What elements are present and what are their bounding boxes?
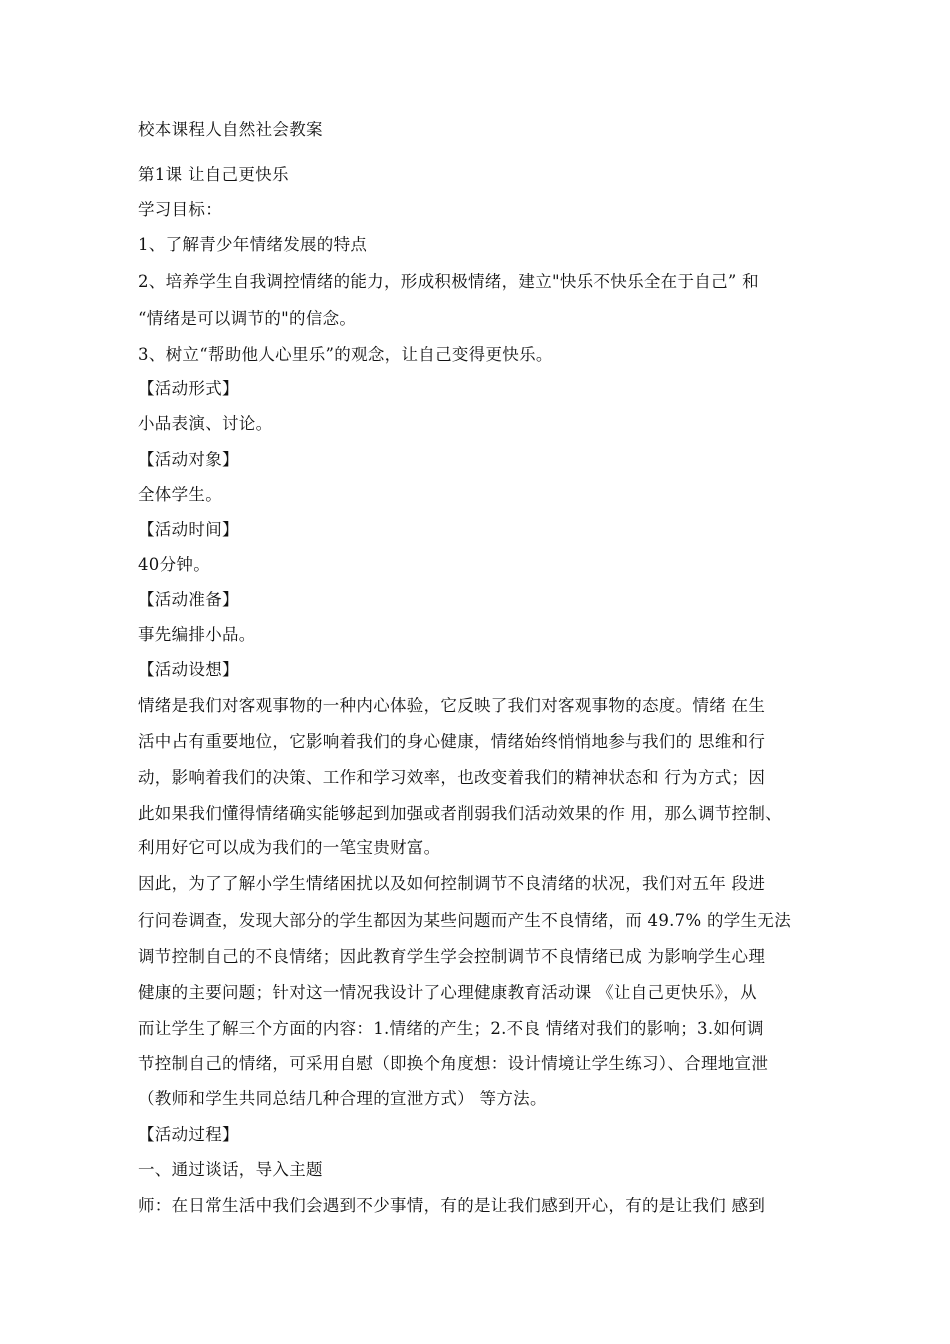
form-heading: 【活动形式】 (138, 379, 239, 398)
doc-title: 校本课程人自然社会教案 (138, 120, 323, 139)
form-text: 小品表演、讨论。 (138, 414, 273, 433)
idea-heading: 【活动设想】 (138, 660, 239, 679)
idea-p2-line: 健康的主要问题；针对这一情况我设计了心理健康教育活动课 《让自己更快乐》，从 (138, 983, 757, 1002)
objective-3: 3、树立“帮助他人心里乐”的观念，让自己变得更快乐。 (138, 345, 553, 364)
idea-p2-line: 调节控制自己的不良情绪；因此教育学生学会控制调节不良情绪已成 为影响学生心理 (138, 947, 766, 966)
prep-text: 事先编排小品。 (138, 625, 256, 644)
target-text: 全体学生。 (138, 485, 222, 504)
lesson-title: 第1课 让自己更快乐 (138, 165, 289, 184)
idea-p2-line: 行问卷调查，发现大部分的学生都因为某些问题而产生不良情绪，而 49.7% 的学生无法 (138, 911, 792, 930)
idea-p2-line: 因此，为了了解小学生情绪困扰以及如何控制调节不良清绪的状况，我们对五年 段进 (138, 874, 766, 893)
objective-2-line-2: “情绪是可以调节的"的信念。 (138, 309, 357, 328)
idea-p1-line: 动，影响着我们的决策、工作和学习效率，也改变着我们的精神状态和 行为方式；因 (138, 768, 766, 787)
idea-p1-line: 活中占有重要地位，它影响着我们的身心健康，情绪始终悄悄地参与我们的 思维和行 (138, 732, 766, 751)
objectives-heading: 学习目标： (138, 200, 222, 219)
objective-2-line-1: 2、培养学生自我调控情绪的能力，形成积极情绪，建立"快乐不快乐全在于自己” 和 (138, 272, 759, 291)
prep-heading: 【活动准备】 (138, 590, 239, 609)
idea-p1-line: 情绪是我们对客观事物的一种内心体验，它反映了我们对客观事物的态度。情绪 在生 (138, 696, 766, 715)
idea-p2-line: （教师和学生共同总结几种合理的宣泄方式） 等方法。 (138, 1089, 547, 1108)
idea-p1-line: 此如果我们懂得情绪确实能够起到加强或者削弱我们活动效果的作 用，那么调节控制、 (138, 804, 782, 823)
idea-p1-line: 利用好它可以成为我们的一笔宝贵财富。 (138, 838, 441, 857)
process-heading: 【活动过程】 (138, 1125, 239, 1144)
objective-1: 1、了解青少年情绪发展的特点 (138, 235, 368, 254)
time-heading: 【活动时间】 (138, 520, 239, 539)
teacher-line: 师：在日常生活中我们会遇到不少事情，有的是让我们感到开心，有的是让我们 感到 (138, 1196, 766, 1215)
target-heading: 【活动对象】 (138, 450, 239, 469)
idea-p2-line: 节控制自己的情绪，可采用自慰（即换个角度想：设计情境让学生练习）、合理地宣泄 (138, 1054, 769, 1073)
time-text: 40分钟。 (138, 555, 210, 574)
idea-p2-line: 而让学生了解三个方面的内容：1.情绪的产生；2.不良 情绪对我们的影响；3.如何调 (138, 1019, 764, 1038)
step-1: 一、通过谈话，导入主题 (138, 1160, 323, 1179)
